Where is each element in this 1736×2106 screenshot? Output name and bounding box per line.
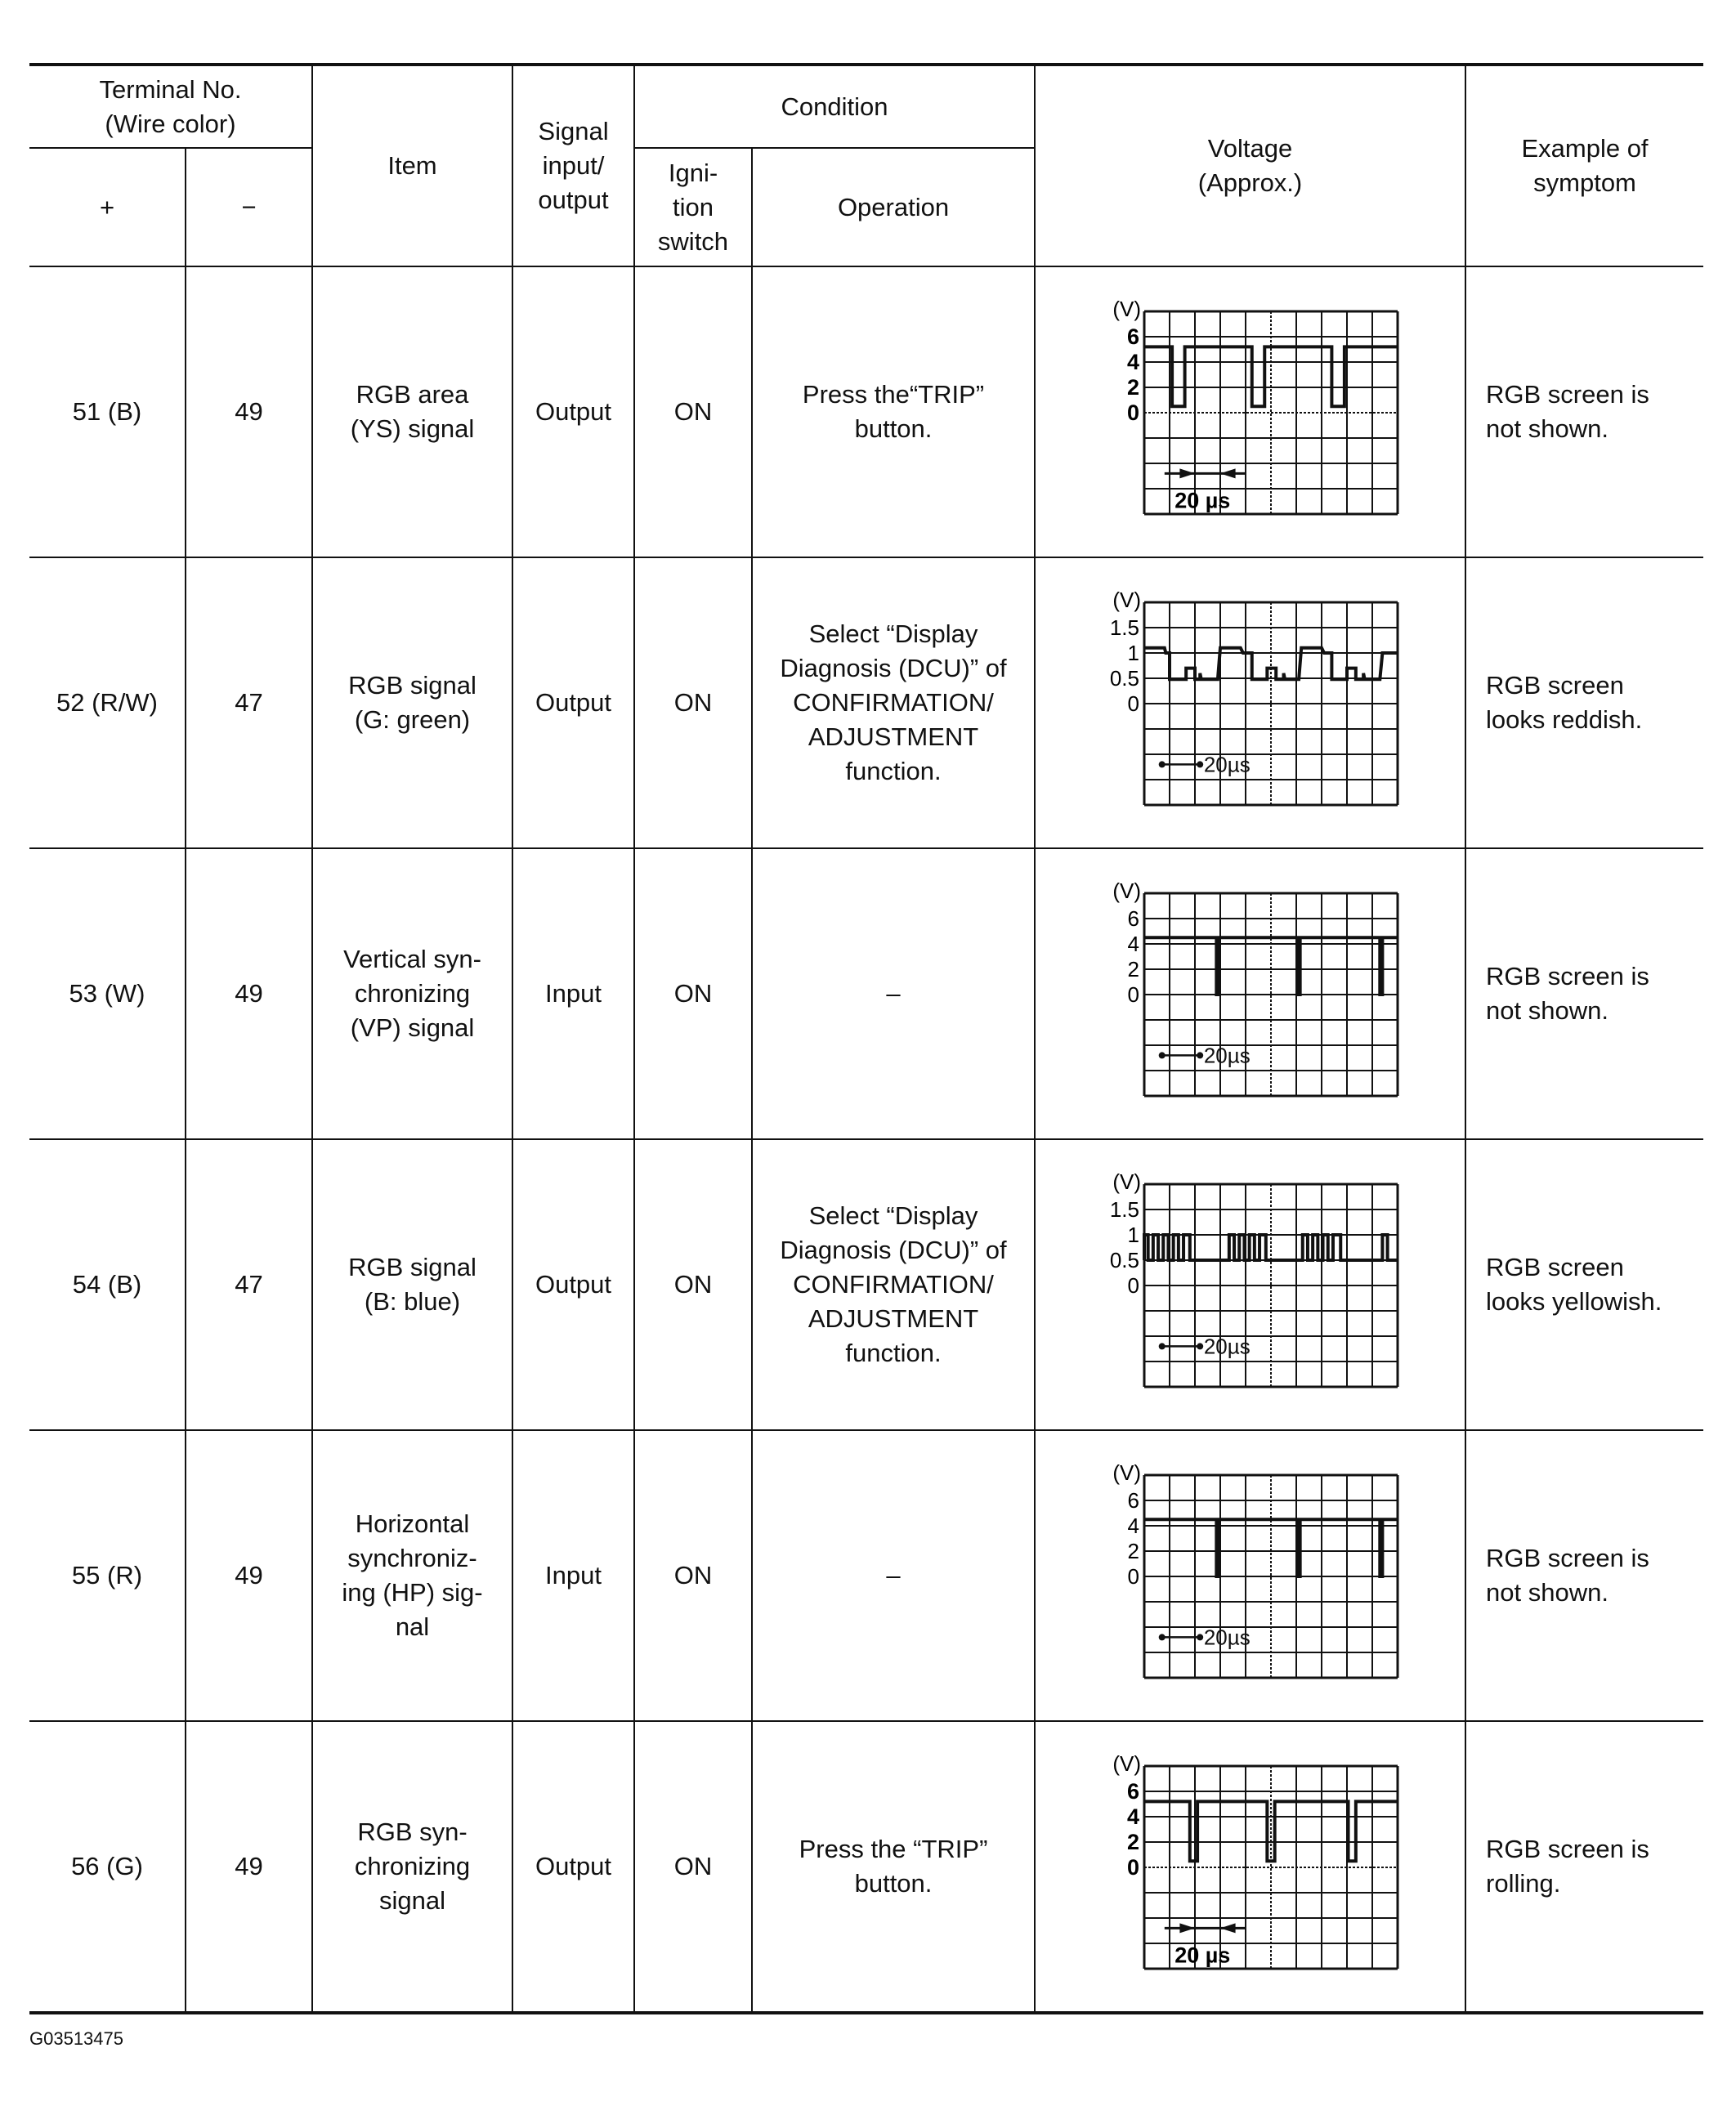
ignition-switch: ON (634, 1139, 752, 1430)
y-tick-label: 2 (1127, 1539, 1139, 1563)
terminal-signal-table (29, 63, 1703, 2014)
oscilloscope-chart (1087, 875, 1414, 1112)
y-tick-label: 2 (1126, 1830, 1139, 1854)
table-row (29, 557, 1703, 848)
oscilloscope-chart (1087, 293, 1414, 530)
y-tick-label: 1 (1127, 641, 1139, 665)
ignition-switch: ON (634, 557, 752, 848)
y-axis-unit-label: (V) (1112, 879, 1141, 903)
terminal-minus: 47 (186, 1139, 312, 1430)
symptom: RGB screen is not shown. (1465, 848, 1703, 1139)
oscilloscope-chart (1087, 1457, 1414, 1694)
y-tick-label: 1 (1127, 1223, 1139, 1247)
y-tick-label: 0 (1127, 691, 1139, 716)
operation: – (752, 848, 1035, 1139)
waveform-line (1144, 937, 1398, 995)
voltage-chart (1035, 1139, 1465, 1430)
y-tick-label: 0.5 (1109, 1248, 1139, 1272)
table-row (29, 848, 1703, 1139)
y-axis-unit-label: (V) (1112, 297, 1141, 321)
arrow-left-icon (1158, 1343, 1165, 1349)
terminal-minus: 49 (186, 1721, 312, 2013)
y-tick-label: 0 (1126, 1855, 1139, 1880)
ignition-switch: ON (634, 1721, 752, 2013)
arrow-right-icon (1197, 761, 1203, 767)
y-tick-label: 4 (1127, 932, 1139, 956)
operation: Select “Display Diagnosis (DCU)” of CONFIRMATION/ ADJUSTMENT function. (752, 557, 1035, 848)
arrow-right-icon (1197, 1343, 1203, 1349)
terminal-plus: 54 (B) (29, 1139, 186, 1430)
y-tick-label: 2 (1126, 375, 1139, 400)
symptom: RGB screen is rolling. (1465, 1721, 1703, 2013)
item: Vertical syn- chronizing (VP) signal (312, 848, 512, 1139)
item: RGB area (YS) signal (312, 266, 512, 557)
operation: – (752, 1430, 1035, 1721)
item: RGB signal (G: green) (312, 557, 512, 848)
symptom: RGB screen is not shown. (1465, 266, 1703, 557)
terminal-plus: 55 (R) (29, 1430, 186, 1721)
time-marker-label: 20µs (1203, 1334, 1251, 1359)
terminal-plus: 51 (B) (29, 266, 186, 557)
arrow-left-icon (1158, 1052, 1165, 1058)
signal-io: Input (512, 848, 634, 1139)
terminal-minus: 47 (186, 557, 312, 848)
time-marker-label: 20 µs (1174, 488, 1230, 513)
y-axis-unit-label: (V) (1112, 1751, 1141, 1776)
waveform-line (1144, 1519, 1398, 1576)
y-tick-label: 6 (1126, 324, 1139, 349)
arrow-right-icon (1197, 1052, 1203, 1058)
y-tick-label: 0 (1127, 1273, 1139, 1298)
y-tick-label: 2 (1127, 957, 1139, 981)
y-tick-label: 6 (1126, 1779, 1139, 1804)
operation: Select “Display Diagnosis (DCU)” of CONFIRMATION/ ADJUSTMENT function. (752, 1139, 1035, 1430)
header-signal-io: Signal input/ output (512, 65, 634, 266)
signal-io: Output (512, 1721, 634, 2013)
arrow-left-icon (1220, 1923, 1236, 1933)
item: Horizontal synchroniz- ing (HP) sig- nal (312, 1430, 512, 1721)
table-row (29, 266, 1703, 557)
oscilloscope-chart (1087, 584, 1414, 821)
voltage-chart (1035, 557, 1465, 848)
ignition-switch: ON (634, 848, 752, 1139)
header-operation: Operation (752, 148, 1035, 266)
terminal-minus: 49 (186, 1430, 312, 1721)
operation: Press the“TRIP” button. (752, 266, 1035, 557)
terminal-minus: 49 (186, 266, 312, 557)
header-ignition: Igni- tion switch (634, 148, 752, 266)
y-axis-unit-label: (V) (1112, 588, 1141, 612)
terminal-plus: 56 (G) (29, 1721, 186, 2013)
y-tick-label: 4 (1127, 1514, 1139, 1538)
header-condition: Condition (634, 65, 1035, 148)
arrow-left-icon (1158, 761, 1165, 767)
voltage-chart (1035, 1430, 1465, 1721)
time-marker-label: 20µs (1203, 1625, 1251, 1650)
arrow-left-icon (1220, 468, 1236, 478)
item: RGB signal (B: blue) (312, 1139, 512, 1430)
symptom: RGB screen looks yellowish. (1465, 1139, 1703, 1430)
terminal-minus: 49 (186, 848, 312, 1139)
ignition-switch: ON (634, 266, 752, 557)
signal-io: Output (512, 557, 634, 848)
signal-io: Input (512, 1430, 634, 1721)
arrow-right-icon (1179, 1923, 1195, 1933)
voltage-chart (1035, 266, 1465, 557)
table-row (29, 1430, 1703, 1721)
table-row (29, 1721, 1703, 2013)
header-minus: − (186, 148, 312, 266)
voltage-chart (1035, 1721, 1465, 2013)
symptom: RGB screen looks reddish. (1465, 557, 1703, 848)
header-terminal: Terminal No. (Wire color) (29, 65, 312, 148)
operation: Press the “TRIP” button. (752, 1721, 1035, 2013)
time-marker-label: 20µs (1203, 1043, 1251, 1068)
header-item: Item (312, 65, 512, 266)
y-tick-label: 0 (1127, 982, 1139, 1007)
header-plus: + (29, 148, 186, 266)
time-marker-label: 20 µs (1174, 1943, 1230, 1968)
y-tick-label: 0.5 (1109, 666, 1139, 691)
signal-io: Output (512, 266, 634, 557)
header-voltage: Voltage (Approx.) (1035, 65, 1465, 266)
y-axis-unit-label: (V) (1112, 1169, 1141, 1194)
oscilloscope-chart (1087, 1166, 1414, 1403)
y-tick-label: 6 (1127, 906, 1139, 931)
oscilloscope-chart (1087, 1748, 1414, 1985)
item: RGB syn- chronizing signal (312, 1721, 512, 2013)
y-tick-label: 4 (1126, 1804, 1139, 1829)
terminal-plus: 53 (W) (29, 848, 186, 1139)
symptom: RGB screen is not shown. (1465, 1430, 1703, 1721)
arrow-left-icon (1158, 1634, 1165, 1640)
y-axis-unit-label: (V) (1112, 1460, 1141, 1485)
ignition-switch: ON (634, 1430, 752, 1721)
terminal-plus: 52 (R/W) (29, 557, 186, 848)
header-symptom: Example of symptom (1465, 65, 1703, 266)
y-tick-label: 0 (1127, 1564, 1139, 1589)
time-marker-label: 20µs (1203, 752, 1251, 777)
y-tick-label: 4 (1126, 350, 1139, 374)
voltage-chart (1035, 848, 1465, 1139)
arrow-right-icon (1197, 1634, 1203, 1640)
y-tick-label: 1.5 (1109, 1197, 1139, 1222)
y-tick-label: 6 (1127, 1488, 1139, 1513)
arrow-right-icon (1179, 468, 1195, 478)
table-row (29, 1139, 1703, 1430)
y-tick-label: 1.5 (1109, 615, 1139, 640)
figure-code: G03513475 (29, 2028, 123, 2049)
y-tick-label: 0 (1126, 400, 1139, 425)
signal-io: Output (512, 1139, 634, 1430)
